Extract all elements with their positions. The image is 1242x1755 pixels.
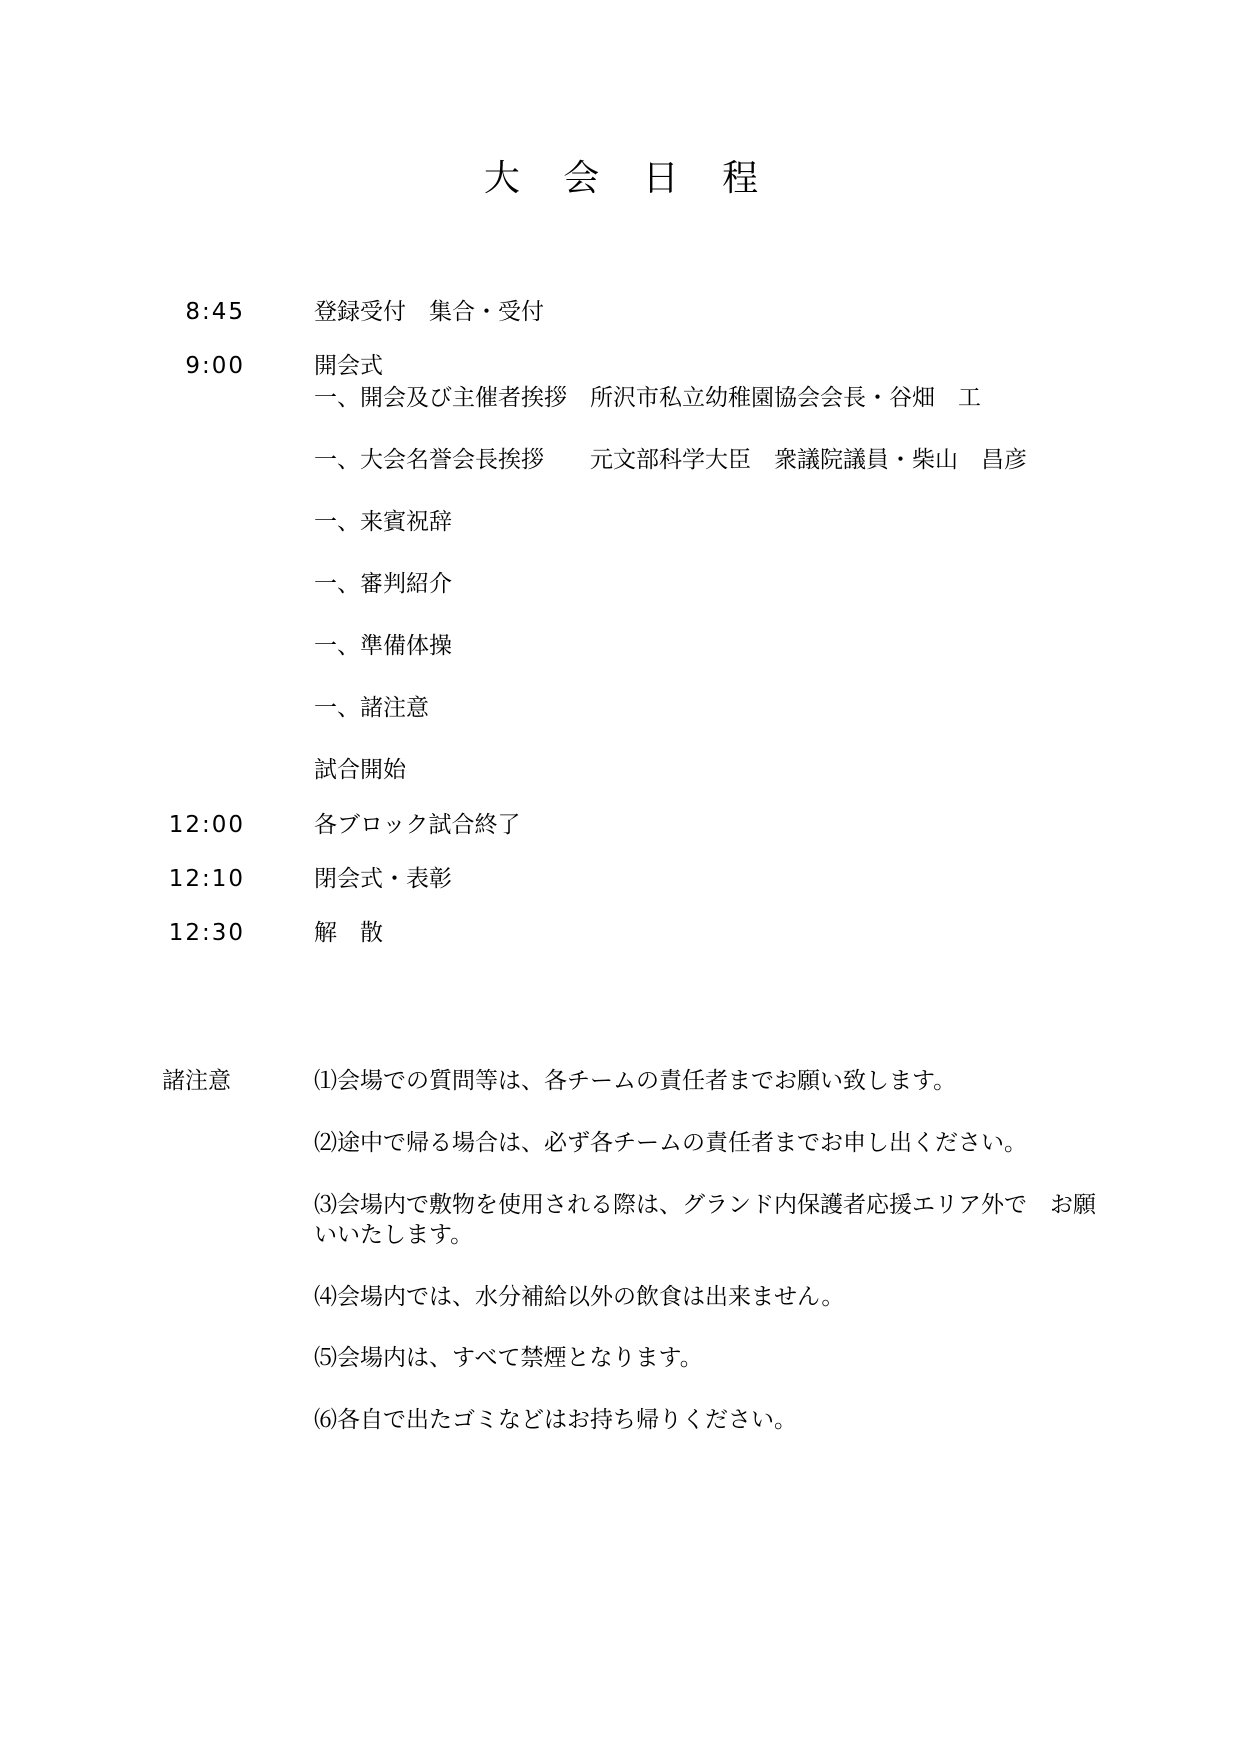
note-item: ⑷会場内では、水分補給以外の飲食は出来ません。: [314, 1284, 845, 1310]
note-item: ⑸会場内は、すべて禁煙となります。: [314, 1345, 703, 1371]
schedule-time: 12:30: [168, 920, 245, 946]
schedule-time: 8:45: [185, 299, 245, 325]
schedule-text: 一、審判紹介: [314, 571, 452, 597]
schedule-text: 一、来賓祝辞: [314, 509, 452, 535]
note-item: ⑵途中で帰る場合は、必ず各チームの責任者までお申し出ください。: [314, 1130, 1027, 1156]
schedule-text: 一、開会及び主催者挨拶 所沢市私立幼稚園協会会長・谷畑 工: [314, 385, 981, 411]
schedule-text: 一、大会名誉会長挨拶 元文部科学大臣 衆議院議員・柴山 昌彦: [314, 447, 1027, 473]
schedule-text: 一、諸注意: [314, 695, 429, 721]
schedule-text: 登録受付 集合・受付: [314, 299, 544, 325]
schedule-time: 9:00: [185, 353, 245, 379]
schedule-text: 閉会式・表彰: [314, 866, 452, 892]
notes-label: 諸注意: [162, 1068, 231, 1094]
note-item: ⑶会場内で敷物を使用される際は、グランド内保護者応援エリア外で お願いいたします。: [314, 1192, 1096, 1248]
schedule-time: 12:10: [168, 866, 245, 892]
page-title: 大 会 日 程: [483, 158, 775, 199]
schedule-text: 試合開始: [314, 757, 406, 783]
schedule-text: 一、準備体操: [314, 633, 452, 659]
schedule-text: 解 散: [314, 920, 383, 946]
schedule-text: 各ブロック試合終了: [314, 812, 521, 838]
note-item: ⑴会場での質問等は、各チームの責任者までお願い致します。: [314, 1068, 957, 1094]
schedule-time: 12:00: [168, 812, 245, 838]
note-item: ⑹各自で出たゴミなどはお持ち帰りください。: [314, 1407, 797, 1433]
schedule-text: 開会式: [314, 353, 383, 379]
